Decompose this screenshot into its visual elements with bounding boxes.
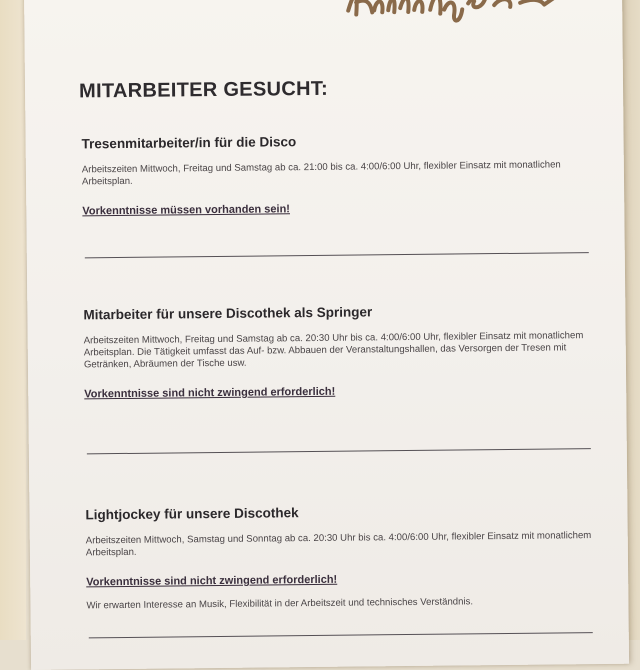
- job-requirement: Vorkenntnisse sind nicht zwingend erforderlich!: [84, 385, 336, 401]
- job-listing-2: [83, 302, 604, 400]
- script-logo: [344, 0, 584, 29]
- job-note: Wir erwarten Interesse an Musik, Flexibilität in der Arbeitszeit und technisches Verständnis.: [86, 596, 474, 612]
- job-title: Lightjockey für unsere Discothek: [85, 505, 299, 523]
- divider-3: [89, 632, 593, 638]
- page-headline: MITARBEITER GESUCHT:: [78, 77, 329, 103]
- job-requirement: Vorkenntnisse müssen vorhanden sein!: [82, 203, 291, 218]
- job-listing-1: [82, 131, 603, 217]
- job-title: Tresenmitarbeiter/in für die Disco: [81, 134, 297, 152]
- job-requirement: Vorkenntnisse sind nicht zwingend erforderlich!: [86, 573, 338, 589]
- job-description: Arbeitszeiten Mittwoch, Freitag und Samstag ab ca. 21:00 bis ca. 4:00/6:00 Uhr, flexibler Einsatz mit monatlichen Arbeitsplan.: [81, 159, 561, 188]
- job-listing-3: [85, 502, 606, 611]
- job-description: Arbeitszeiten Mittwoch, Samstag und Sonntag ab ca. 20:30 Uhr bis ca. 4:00/6:00 Uhr, flexibler Einsatz mit monatlichem Arbeitsplan.: [85, 530, 592, 559]
- job-title: Mitarbeiter für unsere Discothek als Springer: [83, 304, 373, 323]
- script-logo-graphic: [344, 0, 584, 29]
- wall-left: [0, 0, 26, 640]
- divider-2: [87, 448, 591, 454]
- divider-1: [85, 252, 589, 258]
- job-description: Arbeitszeiten Mittwoch, Freitag und Samstag ab ca. 20:30 Uhr bis ca. 4:00/6:00 Uhr, flexibler Einsatz mit monatlichem Arbeitsplan. Die Tätigkeit umfasst das Auf- bzw. Abbauen der Veranstaltungshallen, das Versorgen der Tresen mit Getränken, Abräumen der Tische usw.: [83, 330, 584, 371]
- poster-sheet: [24, 0, 629, 670]
